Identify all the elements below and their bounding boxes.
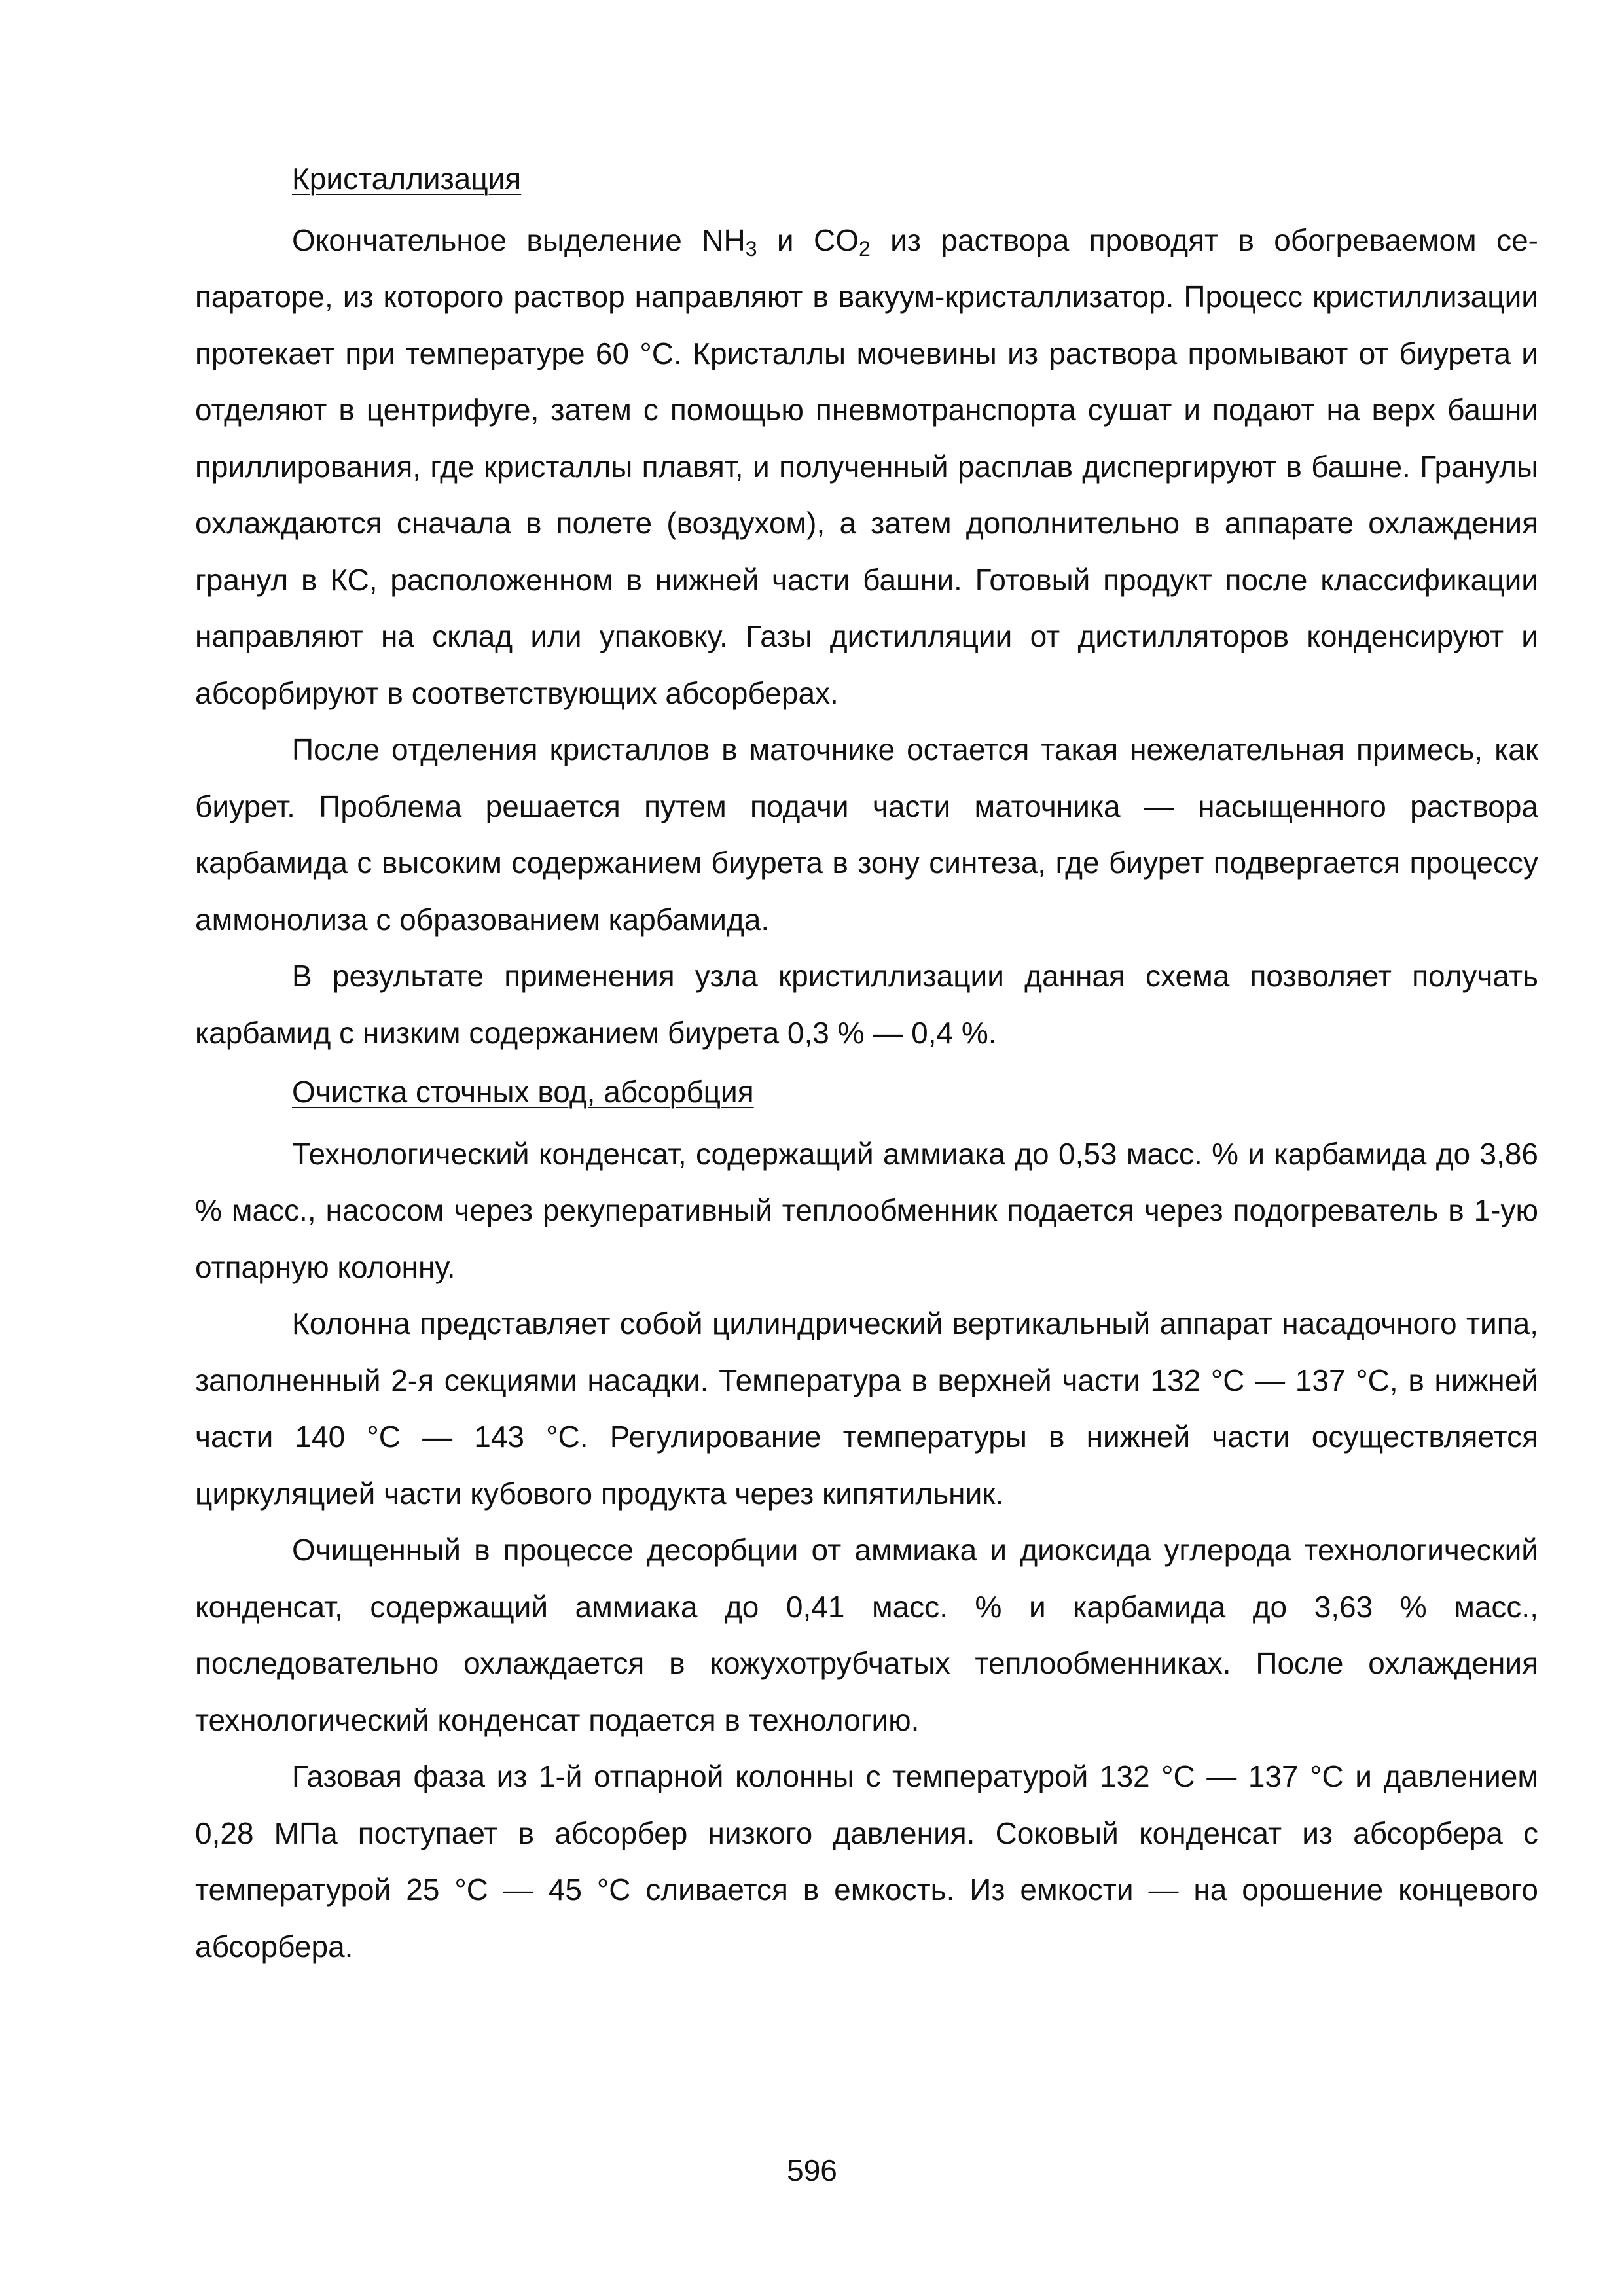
- paragraph-text: Окончательное выделение NH: [292, 223, 746, 257]
- paragraph: [195, 212, 1538, 722]
- paragraph: В результате применения узла кристиллизации данная схема позволяет получать карбамид с низким содержанием биурета 0,3 % — 0,4 %.: [195, 959, 1538, 1050]
- document-body: [195, 151, 1538, 1975]
- paragraph: Газовая фаза из 1-й отпарной колонны с температурой 132 °С — 137 °С и давлением 0,28 МПа поступает в абсорбер низкого давления. Соковый конденсат из абсорбера с температурой 25 °С — 45 °С сливается в емкость. Из емкости — на орошение концевого абсорбера.: [195, 1759, 1538, 1964]
- subscript: 2: [858, 236, 871, 260]
- paragraph: Очищенный в процессе десорбции от аммиака и диоксида углерода технологический конденсат, содержащий аммиака до 0,41 масс. % и карбамида до 3,63 % масс., последовательно охлаждается в кожухотрубчатых теплообменниках. После охлаждения технологический конденсат подается в технологию.: [195, 1533, 1538, 1737]
- subscript: 3: [745, 236, 757, 260]
- paragraph-text: и CO: [757, 223, 859, 257]
- paragraph: Колонна представляет собой цилиндрический вертикальный аппарат насадочного типа, заполненный 2-я секциями насадки. Температура в верхней части 132 °С — 137 °С, в нижней части 140 °С — 143 °С. Регулирование температуры в нижней части осуществляется циркуляцией части кубового продукта через кипятильник.: [195, 1306, 1538, 1511]
- section-heading-wastewater: Очистка сточных вод, абсорбция: [292, 1075, 754, 1109]
- paragraph: После отделения кристаллов в маточнике остается такая нежелательная примесь, как биурет. Проблема решается путем подачи части маточника — насыщенного раствора карбамида с высоким содержанием биурета в зону синтеза, где биурет подвергается процессу аммонолиза с образованием карбамида.: [195, 732, 1538, 937]
- paragraph-text: из раствора проводят в обогреваемом сепараторе, из которого раствор направляют в вакуум-кристаллизатор. Процесс кристиллизации протекает при температуре 60 °С. Кристаллы мочевины из раствора промывают от биурета и отделяют в центрифуге, затем с помощью пневмотранспорта сушат и подают на верх башни приллирования, где кристаллы плавят, и полученный расплав диспергируют в башне. Гранулы охлаждаются сначала в полете (воздухом), а затем дополнительно в аппарате охлаждения гранул в КС, расположенном в нижней части башни. Готовый продукт после классификации направляют на склад или упаковку. Газы дистилляции от дистилляторов конденсируют и абсорбируют в соответствующих абсорберах.: [195, 223, 1538, 710]
- paragraph: Технологический конденсат, содержащий аммиака до 0,53 масс. % и карбамида до 3,86 % масс., насосом через рекуперативный теплообменник подается через подогреватель в 1-ую отпарную колонну.: [195, 1136, 1538, 1284]
- section-heading-crystallization: Кристаллизация: [292, 162, 522, 196]
- page-number: 596: [787, 2153, 837, 2187]
